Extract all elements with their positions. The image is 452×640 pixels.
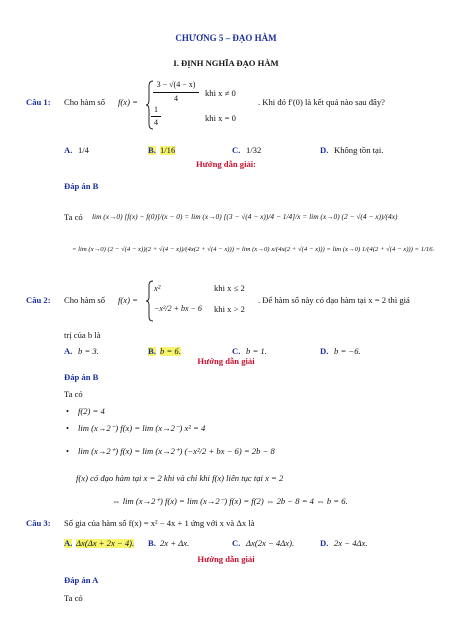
q2-option-b-label: B.	[148, 346, 156, 356]
q1-option-b-label: B.	[148, 145, 156, 155]
bullet-icon: •	[66, 406, 70, 416]
q2-bullet-3: lim (x→2⁺) f(x) = lim (x→2⁺) (−x²/2 + bx − 6) = 2b − 8	[78, 446, 275, 456]
q1-option-d-label: D.	[320, 145, 329, 155]
q2-option-a-label: A.	[64, 346, 73, 356]
q2-bullet-2: lim (x→2⁻) f(x) = lim (x→2⁻) x² = 4	[78, 423, 206, 433]
q1-piece1-cond: khi x ≠ 0	[205, 88, 236, 98]
question-2-stem-c: trị của b là	[64, 330, 101, 340]
section-title: I. ĐỊNH NGHĨA ĐẠO HÀM	[173, 58, 279, 68]
q1-solution-prefix: Ta có	[64, 212, 83, 222]
q3-option-b-label: B.	[148, 538, 156, 548]
q2-ta-co: Ta có	[64, 389, 83, 399]
q2-equivalence: ⇔ lim (x→2⁺) f(x) = lim (x→2⁻) f(x) = f(2) ⇔ 2b − 8 = 4 ⇔ b = 6.	[112, 496, 348, 506]
q1-piece2-num: 1	[154, 105, 158, 114]
q1-piece1-bar	[153, 92, 199, 93]
question-2-label: Câu 2:	[26, 295, 51, 305]
q1-piece2-bar	[151, 116, 161, 117]
q1-solution-line1: lim (x→0) [f(x) − f(0)]/(x − 0) = lim (x→0) [(3 − √(4 − x))/4 − 1/4]/x = lim (x→0) (2 − √(4 − x))/(4x)	[92, 212, 398, 221]
q2-bullet-1: f(2) = 4	[78, 406, 105, 416]
bullet-icon: •	[66, 446, 70, 456]
q2-option-a: b = 3.	[78, 346, 99, 356]
q2-piece1-cond: khi x ≤ 2	[214, 283, 245, 293]
q3-option-b: 2x + Δx.	[160, 538, 190, 548]
q1-option-c-label: C.	[232, 145, 241, 155]
question-1-stem-a: Cho hàm số	[64, 97, 106, 107]
q3-guide-heading: Hướng dẫn giải	[197, 554, 255, 564]
question-2-stem-b: . Để hàm số này có đạo hàm tại x = 2 thì giá	[258, 295, 410, 305]
q1-answer: Đáp án B	[64, 181, 99, 191]
q1-option-a-label: A.	[64, 145, 73, 155]
question-1-label: Câu 1:	[26, 97, 51, 107]
q3-option-d: 2x − 4Δx.	[334, 538, 368, 548]
question-1-fx: f(x) =	[118, 97, 138, 107]
question-3-stem: Số gia của hàm số f(x) = x² − 4x + 1 ứng với x và Δx là	[64, 518, 255, 528]
q2-piece1: x²	[154, 283, 161, 293]
q3-option-c: Δx(2x − 4Δx).	[246, 538, 295, 548]
q1-piece1-den: 4	[174, 94, 178, 103]
question-2-fx: f(x) =	[118, 295, 138, 305]
q2-answer: Đáp án B	[64, 372, 99, 382]
question-1-stem-b: . Khi đó f′(0) là kết quả nào sau đây?	[258, 97, 385, 107]
q1-piece2-den: 4	[154, 118, 158, 127]
q2-option-d-label: D.	[320, 346, 329, 356]
q1-option-c: 1/32	[246, 145, 262, 155]
q3-option-a: Δx(Δx + 2x − 4).	[76, 538, 135, 548]
q1-piece1-num: 3 − √(4 − x)	[156, 80, 196, 89]
chapter-title: CHƯƠNG 5 – ĐẠO HÀM	[175, 33, 277, 43]
question-3-label: Câu 3:	[26, 518, 51, 528]
q1-guide-heading: Hướng dẫn giải:	[195, 159, 257, 169]
q3-answer: Đáp án A	[64, 575, 99, 585]
q1-option-d: Không tồn tại.	[334, 145, 384, 155]
q1-piece2-cond: khi x = 0	[205, 113, 236, 123]
q3-option-a-label: A.	[64, 538, 73, 548]
q2-guide-heading: Hướng dẫn giải	[197, 356, 255, 366]
bullet-icon: •	[66, 423, 70, 433]
q2-option-c-label: C.	[232, 346, 241, 356]
q3-option-d-label: D.	[320, 538, 329, 548]
q2-option-d: b = −6.	[334, 346, 361, 356]
q1-option-b: 1/16	[160, 145, 176, 155]
q2-statement: f(x) có đạo hàm tại x = 2 khi và chỉ khi f(x) liên tục tại x = 2	[76, 473, 284, 483]
q3-ta-co: Ta có	[64, 593, 83, 603]
q2-option-c: b = 1.	[246, 346, 267, 356]
q3-option-c-label: C.	[232, 538, 241, 548]
q2-option-b: b = 6.	[160, 346, 181, 356]
brace-icon	[146, 280, 154, 322]
q1-option-a: 1/4	[78, 145, 89, 155]
q2-piece2: −x²/2 + bx − 6	[154, 304, 202, 313]
q1-solution-line2: = lim (x→0) (2 − √(4 − x))(2 + √(4 − x))/(4x(2 + √(4 − x))) = lim (x→0) x/(4x(2 + √(4 − x))) = lim (x→0) 1/(4(2 + √(4 − x))) = 1/16.	[72, 246, 435, 253]
q2-piece2-cond: khi x > 2	[214, 304, 245, 314]
question-2-stem-a: Cho hàm số	[64, 295, 106, 305]
